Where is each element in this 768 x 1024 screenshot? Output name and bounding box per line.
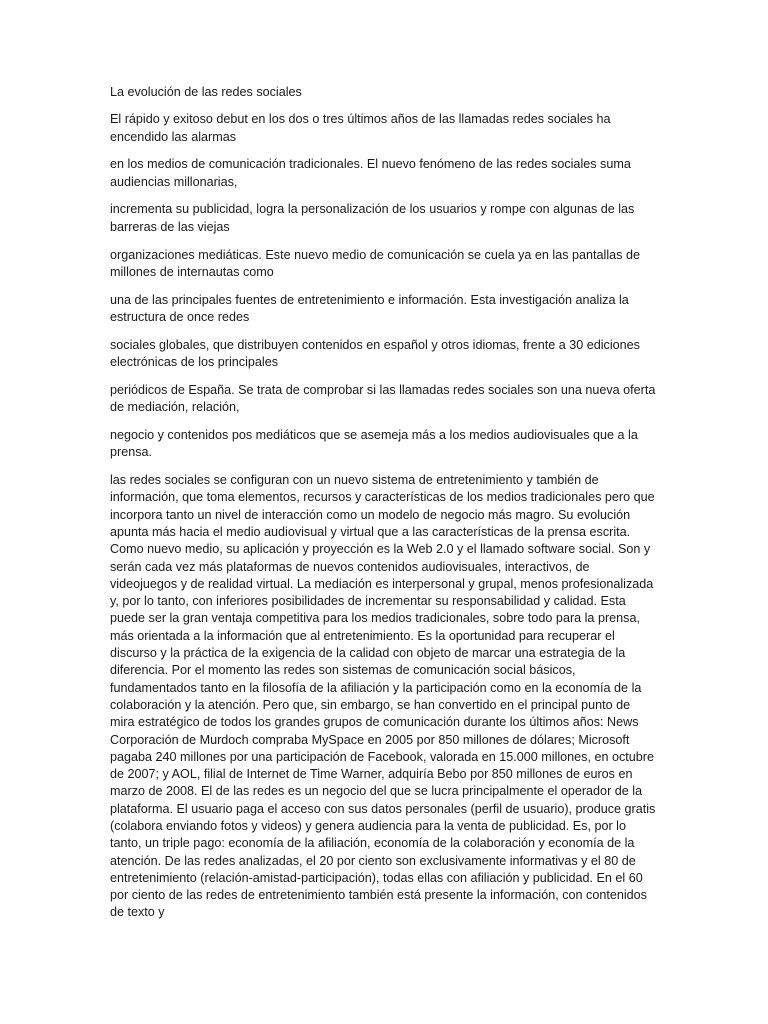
paragraph-4: organizaciones mediáticas. Este nuevo medio de comunicación se cuela ya en las pantallas de millones de internautas como [110, 247, 640, 279]
paragraph-2: en los medios de comunicación tradicionales. El nuevo fenómeno de las redes sociales suma audiencias millonarias, [110, 157, 631, 189]
document-title: La evolución de las redes sociales [110, 85, 302, 99]
paragraph-8: negocio y contenidos pos mediáticos que se asemeja más a los medios audiovisuales que a la prensa. [110, 427, 638, 460]
paragraph-1: El rápido y exitoso debut en los dos o tres últimos años de las llamadas redes sociales ha encendido las alarmas [110, 112, 611, 144]
paragraph-6: sociales globales, que distribuyen contenidos en español y otros idiomas, frente a 30 ediciones electrónicas de los principales [110, 337, 640, 370]
paragraph-7: periódicos de España. Se trata de comprobar si las llamadas redes sociales son una nueva oferta de mediación, relación, [110, 382, 656, 415]
paragraph-9: las redes sociales se configuran con un nuevo sistema de entretenimiento y también de información, que toma elementos, recursos y características de los medios tradicionales pero que incorpora tanto un nivel de interacción como un modelo de negocio más magro. Su evolución apunta más hacia el medio audiovisual y virtual que a las características de la prensa escrita. Como nuevo medio, su aplicación y proyección es la Web 2.0 y el llamado software social. Son y serán cada vez más plataformas de nuevos contenidos audiovisuales, interactivos, de videojuegos y de realidad virtual. La mediación es interpersonal y grupal, menos profesionalizada y, por lo tanto, con inferiores posibilidades de incrementar su responsabilidad y calidad. Esta puede ser la gran ventaja competitiva para los medios tradicionales, sobre todo para la prensa, más orientada a la información que al entretenimiento. Es la oportunidad para recuperar el discurso y la práctica de la exigencia de la calidad con objeto de marcar una estrategia de la diferencia. Por el momento las redes son sistemas de comunicación social básicos, fundamentados tanto en la filosofía de la afiliación y la participación como en la economía de la colaboración y la atención. Pero que, sin embargo, se han convertido en el principal punto de mira estratégico de todos los grandes grupos de comunicación durante los últimos años: News Corporación de Murdoch compraba MySpace en 2005 por 850 millones de dólares; Microsoft pagaba 240 millones por una participación de Facebook, valorada en 15.000 millones, en octubre de 2007; y AOL, filial de Internet de Time Warner, adquiría Bebo por 850 millones de euros en marzo de 2008. El de las redes es un negocio del que se lucra principalmente el operador de la plataforma. El usuario paga el acceso con sus datos personales (perfil de usuario), produce gratis (colabora enviando fotos y videos) y genera audiencia para la venta de publicidad. Es, por lo tanto, un triple pago: economía de la afiliación, economía de la colaboración y economía de la atención. De las redes analizadas, el 20 por ciento son exclusivamente informativas y el 80 de entretenimiento (relación-amistad-participación), todas ellas con afiliación y publicidad. En el 60 por ciento de las redes de entretenimiento también está presente la información, con contenidos de texto y [110, 473, 656, 920]
paragraph-5: una de las principales fuentes de entretenimiento e información. Esta investigación analiza la estructura de once redes [110, 292, 629, 324]
paragraph-3: incrementa su publicidad, logra la personalización de los usuarios y rompe con algunas de las barreras de las viejas [110, 202, 635, 234]
document-page [110, 84, 656, 922]
